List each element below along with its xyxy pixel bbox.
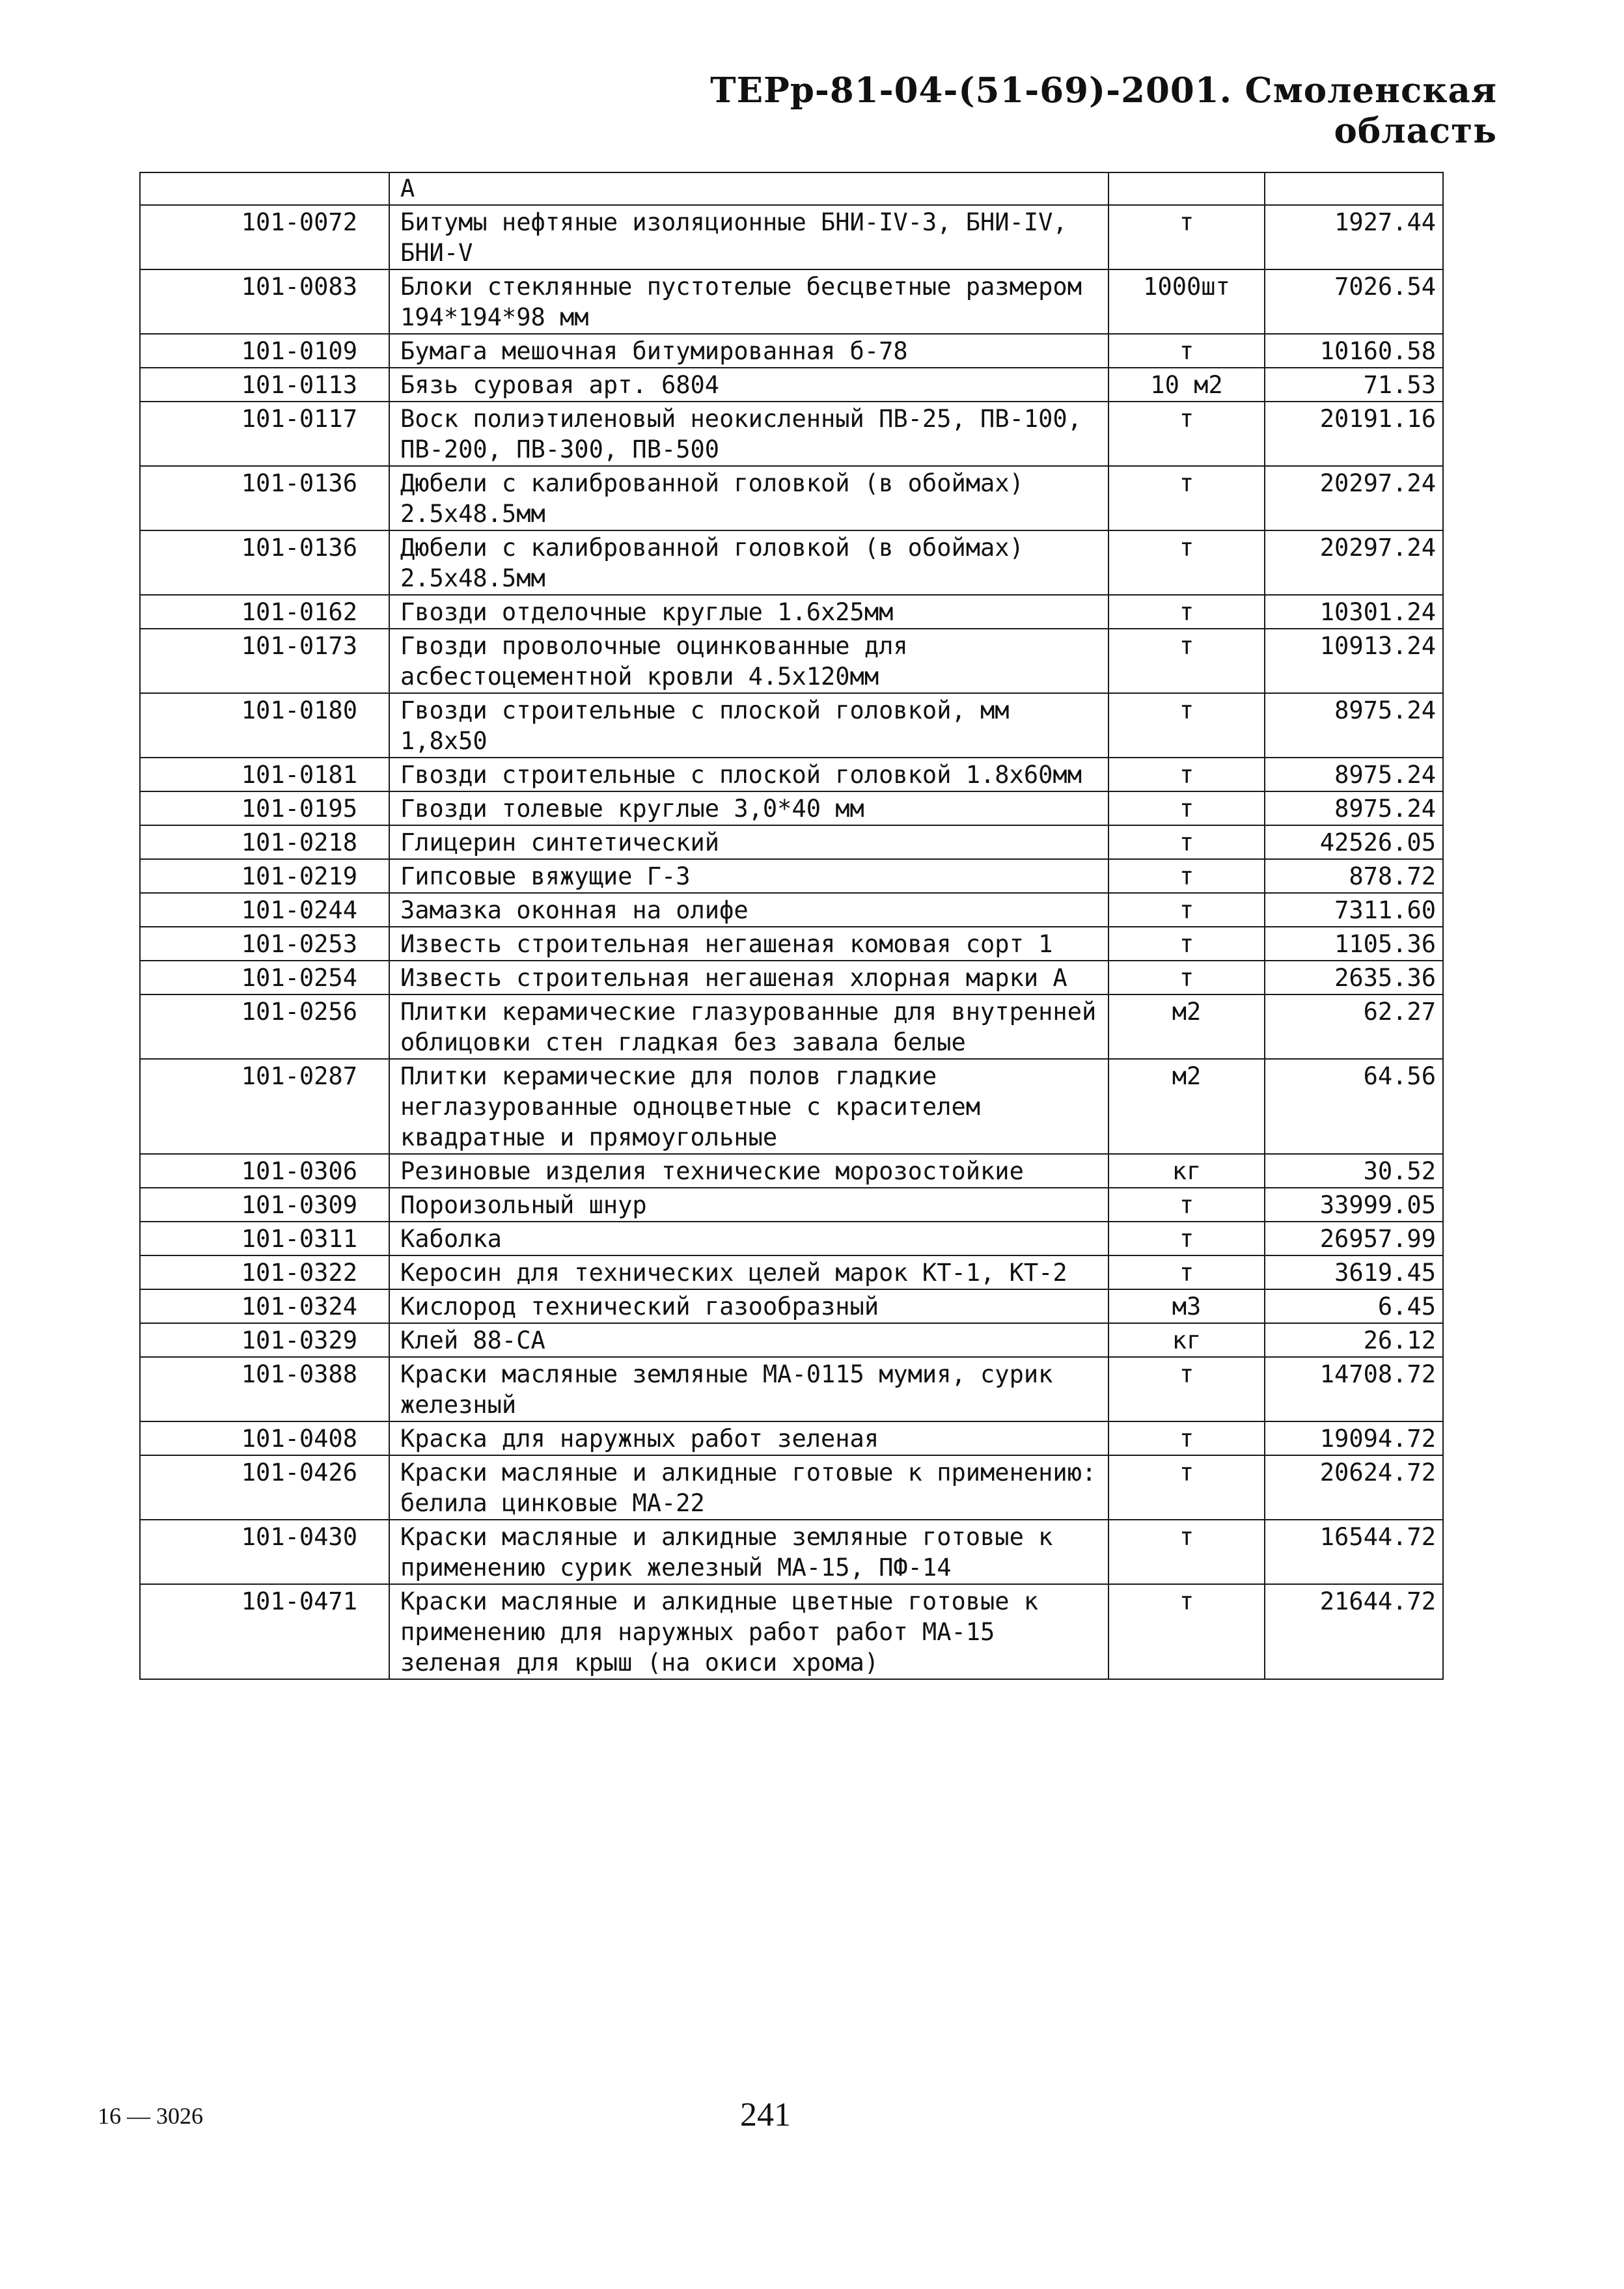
price-cell: 10301.24 — [1265, 595, 1443, 629]
price-cell: 6.45 — [1265, 1289, 1443, 1323]
description-cell: Битумы нефтяные изоляционные БНИ-IV-3, БНИ-IV, БНИ-V — [389, 205, 1108, 269]
unit-cell: т — [1108, 595, 1265, 629]
price-cell: 878.72 — [1265, 859, 1443, 893]
description-cell: Кислород технический газообразный — [389, 1289, 1108, 1323]
unit-cell: кг — [1108, 1323, 1265, 1357]
table-row — [140, 205, 1443, 269]
table-row — [140, 758, 1443, 791]
description-cell: Пороизольный шнур — [389, 1188, 1108, 1222]
table-row — [140, 893, 1443, 927]
unit-cell: т — [1108, 334, 1265, 368]
table-row — [140, 1357, 1443, 1421]
unit-cell: т — [1108, 758, 1265, 791]
table-row — [140, 1289, 1443, 1323]
code-cell: 101-0072 — [140, 205, 389, 269]
unit-cell: т — [1108, 1455, 1265, 1520]
price-cell: 16544.72 — [1265, 1520, 1443, 1584]
code-cell: 101-0408 — [140, 1421, 389, 1455]
price-cell: 1105.36 — [1265, 927, 1443, 961]
table-column-header-row — [140, 172, 1443, 205]
price-cell: 10913.24 — [1265, 629, 1443, 693]
code-cell: 101-0311 — [140, 1222, 389, 1255]
description-cell: Известь строительная негашеная хлорная марки А — [389, 961, 1108, 994]
table-row — [140, 1255, 1443, 1289]
unit-cell: т — [1108, 1357, 1265, 1421]
unit-cell: т — [1108, 1520, 1265, 1584]
code-cell: 101-0254 — [140, 961, 389, 994]
unit-cell: м2 — [1108, 1059, 1265, 1154]
price-cell: 8975.24 — [1265, 693, 1443, 758]
price-cell: 8975.24 — [1265, 758, 1443, 791]
price-cell: 20297.24 — [1265, 530, 1443, 595]
table-row — [140, 466, 1443, 530]
price-cell: 14708.72 — [1265, 1357, 1443, 1421]
code-cell: 101-0324 — [140, 1289, 389, 1323]
unit-cell: т — [1108, 1188, 1265, 1222]
code-cell: 101-0471 — [140, 1584, 389, 1679]
unit-cell: т — [1108, 1584, 1265, 1679]
description-cell: Гипсовые вяжущие Г-3 — [389, 859, 1108, 893]
price-table — [139, 172, 1444, 1680]
price-cell: 71.53 — [1265, 368, 1443, 402]
table-row — [140, 269, 1443, 334]
table-row — [140, 825, 1443, 859]
table-row — [140, 1188, 1443, 1222]
code-cell: 101-0180 — [140, 693, 389, 758]
price-cell: 2635.36 — [1265, 961, 1443, 994]
price-cell: 7026.54 — [1265, 269, 1443, 334]
column-header-empty — [140, 172, 389, 205]
description-cell: Замазка оконная на олифе — [389, 893, 1108, 927]
code-cell: 101-0430 — [140, 1520, 389, 1584]
code-cell: 101-0117 — [140, 402, 389, 466]
description-cell: Краски масляные и алкидные готовые к применению: белила цинковые МА-22 — [389, 1455, 1108, 1520]
code-cell: 101-0113 — [140, 368, 389, 402]
description-cell: Гвозди проволочные оцинкованные для асбестоцементной кровли 4.5х120мм — [389, 629, 1108, 693]
code-cell: 101-0195 — [140, 791, 389, 825]
table-row — [140, 1154, 1443, 1188]
price-cell: 8975.24 — [1265, 791, 1443, 825]
code-cell: 101-0173 — [140, 629, 389, 693]
table-row — [140, 1222, 1443, 1255]
code-cell: 101-0136 — [140, 530, 389, 595]
description-cell: Краски масляные земляные МА-0115 мумия, сурик железный — [389, 1357, 1108, 1421]
column-header-empty — [1108, 172, 1265, 205]
description-cell: Гвозди отделочные круглые 1.6х25мм — [389, 595, 1108, 629]
unit-cell: т — [1108, 893, 1265, 927]
description-cell: Керосин для технических целей марок КТ-1, КТ-2 — [389, 1255, 1108, 1289]
code-cell: 101-0426 — [140, 1455, 389, 1520]
code-cell: 101-0253 — [140, 927, 389, 961]
page-title: ТЕРр-81-04-(51-69)-2001. Смоленская область — [710, 70, 1497, 151]
unit-cell: т — [1108, 1222, 1265, 1255]
price-cell: 1927.44 — [1265, 205, 1443, 269]
unit-cell: т — [1108, 693, 1265, 758]
price-cell: 10160.58 — [1265, 334, 1443, 368]
table-row — [140, 530, 1443, 595]
price-cell: 26957.99 — [1265, 1222, 1443, 1255]
code-cell: 101-0181 — [140, 758, 389, 791]
code-cell: 101-0109 — [140, 334, 389, 368]
price-cell: 20191.16 — [1265, 402, 1443, 466]
table-row — [140, 1059, 1443, 1154]
table-row — [140, 629, 1443, 693]
code-cell: 101-0256 — [140, 994, 389, 1059]
description-cell: Бязь суровая арт. 6804 — [389, 368, 1108, 402]
description-cell: Плитки керамические для полов гладкие неглазурованные одноцветные с красителем квадратные и прямоугольные — [389, 1059, 1108, 1154]
description-cell: Плитки керамические глазурованные для внутренней облицовки стен гладкая без завала белые — [389, 994, 1108, 1059]
description-cell: Каболка — [389, 1222, 1108, 1255]
price-cell: 21644.72 — [1265, 1584, 1443, 1679]
code-cell: 101-0136 — [140, 466, 389, 530]
description-cell: Краски масляные и алкидные цветные готовые к применению для наружных работ работ МА-15 зеленая для крыш (на окиси хрома) — [389, 1584, 1108, 1679]
unit-cell: т — [1108, 1255, 1265, 1289]
code-cell: 101-0309 — [140, 1188, 389, 1222]
unit-cell: м2 — [1108, 994, 1265, 1059]
table-row — [140, 961, 1443, 994]
unit-cell: кг — [1108, 1154, 1265, 1188]
unit-cell: т — [1108, 1421, 1265, 1455]
table-row — [140, 791, 1443, 825]
table-row — [140, 1584, 1443, 1679]
price-cell: 33999.05 — [1265, 1188, 1443, 1222]
description-cell: Глицерин синтетический — [389, 825, 1108, 859]
unit-cell: т — [1108, 402, 1265, 466]
table-row — [140, 1520, 1443, 1584]
unit-cell: 10 м2 — [1108, 368, 1265, 402]
unit-cell: т — [1108, 825, 1265, 859]
code-cell: 101-0219 — [140, 859, 389, 893]
unit-cell: т — [1108, 859, 1265, 893]
code-cell: 101-0322 — [140, 1255, 389, 1289]
column-header-label: А — [389, 172, 1108, 205]
description-cell: Дюбели с калиброванной головкой (в обоймах) 2.5х48.5мм — [389, 530, 1108, 595]
description-cell: Краска для наружных работ зеленая — [389, 1421, 1108, 1455]
description-cell: Краски масляные и алкидные земляные готовые к применению сурик железный МА-15, ПФ-14 — [389, 1520, 1108, 1584]
description-cell: Воск полиэтиленовый неокисленный ПВ-25, ПВ-100, ПВ-200, ПВ-300, ПВ-500 — [389, 402, 1108, 466]
code-cell: 101-0162 — [140, 595, 389, 629]
table-row — [140, 859, 1443, 893]
unit-cell: т — [1108, 530, 1265, 595]
description-cell: Резиновые изделия технические морозостойкие — [389, 1154, 1108, 1188]
table-row — [140, 927, 1443, 961]
price-cell: 20624.72 — [1265, 1455, 1443, 1520]
table-row — [140, 1455, 1443, 1520]
price-cell: 3619.45 — [1265, 1255, 1443, 1289]
price-cell: 64.56 — [1265, 1059, 1443, 1154]
table-row — [140, 1421, 1443, 1455]
code-cell: 101-0306 — [140, 1154, 389, 1188]
table-row — [140, 402, 1443, 466]
code-cell: 101-0388 — [140, 1357, 389, 1421]
table-row — [140, 368, 1443, 402]
page-number: 241 — [740, 2096, 791, 2133]
code-cell: 101-0244 — [140, 893, 389, 927]
description-cell: Бумага мешочная битумированная б-78 — [389, 334, 1108, 368]
description-cell: Блоки стеклянные пустотелые бесцветные размером 194*194*98 мм — [389, 269, 1108, 334]
unit-cell: т — [1108, 466, 1265, 530]
price-cell: 62.27 — [1265, 994, 1443, 1059]
code-cell: 101-0329 — [140, 1323, 389, 1357]
unit-cell: т — [1108, 205, 1265, 269]
code-cell: 101-0218 — [140, 825, 389, 859]
description-cell: Гвозди строительные с плоской головкой, мм 1,8х50 — [389, 693, 1108, 758]
description-cell: Гвозди строительные с плоской головкой 1.8х60мм — [389, 758, 1108, 791]
price-cell: 7311.60 — [1265, 893, 1443, 927]
table-row — [140, 1323, 1443, 1357]
description-cell: Гвозди толевые круглые 3,0*40 мм — [389, 791, 1108, 825]
unit-cell: т — [1108, 927, 1265, 961]
price-cell: 19094.72 — [1265, 1421, 1443, 1455]
price-cell: 20297.24 — [1265, 466, 1443, 530]
description-cell: Известь строительная негашеная комовая сорт 1 — [389, 927, 1108, 961]
column-header-empty — [1265, 172, 1443, 205]
price-cell: 42526.05 — [1265, 825, 1443, 859]
table-row — [140, 334, 1443, 368]
price-cell: 30.52 — [1265, 1154, 1443, 1188]
table-row — [140, 693, 1443, 758]
code-cell: 101-0083 — [140, 269, 389, 334]
unit-cell: 1000шт — [1108, 269, 1265, 334]
table-row — [140, 994, 1443, 1059]
code-cell: 101-0287 — [140, 1059, 389, 1154]
unit-cell: т — [1108, 961, 1265, 994]
sheet-mark: 16 — 3026 — [98, 2103, 203, 2129]
table-row — [140, 595, 1443, 629]
description-cell: Клей 88-СА — [389, 1323, 1108, 1357]
unit-cell: т — [1108, 629, 1265, 693]
description-cell: Дюбели с калиброванной головкой (в обоймах) 2.5х48.5мм — [389, 466, 1108, 530]
unit-cell: т — [1108, 791, 1265, 825]
unit-cell: м3 — [1108, 1289, 1265, 1323]
price-cell: 26.12 — [1265, 1323, 1443, 1357]
